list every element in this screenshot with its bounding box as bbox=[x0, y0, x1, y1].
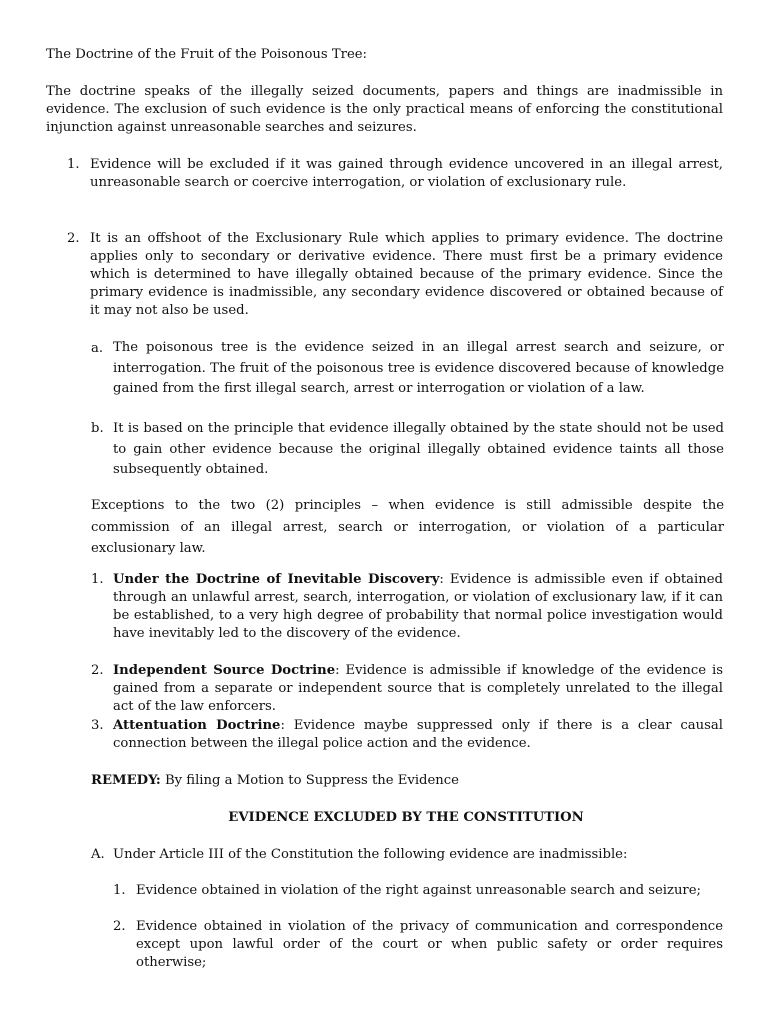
list-number: 1. bbox=[91, 572, 104, 587]
list-item-text: It is an offshoot of the Exclusionary Rule which applies to primary evidence. The doctrine applies only to secondary or derivative evidence. There must first be a primary evidence which is determined to have illegally obtained because of the primary evidence. Since the primary evidence is inadmissible, any secondary evidence discovered or obtained because of it may not also be used. bbox=[90, 231, 723, 318]
list-item-text: Evidence obtained in violation of the right against unreasonable search and seizure; bbox=[136, 883, 701, 898]
list-item-text bbox=[113, 717, 723, 753]
list-item-text: Under Article III of the Constitution the following evidence are inadmissible: bbox=[113, 847, 628, 862]
document-title: The Doctrine of the Fruit of the Poisonous Tree: bbox=[46, 47, 367, 62]
intro-paragraph: The doctrine speaks of the illegally seized documents, papers and things are inadmissible in evidence. The exclusion of such evidence is the only practical means of enforcing the constitutional injunction against unreasonable searches and seizures. bbox=[46, 84, 723, 135]
list-item-text: It is based on the principle that evidence illegally obtained by the state should not be used to gain other evidence because the original illegally obtained evidence taints all those subsequently obtained. bbox=[113, 421, 724, 477]
remedy-label: REMEDY: bbox=[91, 773, 161, 788]
doctrine-term: Independent Source Doctrine bbox=[113, 663, 336, 678]
remedy-text: By filing a Motion to Suppress the Evidence bbox=[160, 773, 459, 788]
list-letter: A. bbox=[91, 847, 105, 862]
doctrine-description: : Evidence is admissible if knowledge of the evidence is gained from a separate or independent source that is completely unrelated to the illegal act of the law enforcers. bbox=[113, 663, 723, 714]
list-number: 2. bbox=[91, 663, 104, 678]
list-letter: a. bbox=[91, 341, 104, 356]
list-item-text: Evidence obtained in violation of the privacy of communication and correspondence except upon lawful order of the court or when public safety or order requires otherwise; bbox=[136, 919, 723, 970]
list-number: 2. bbox=[113, 919, 126, 934]
list-item-text: The poisonous tree is the evidence seized in an illegal arrest search and seizure, or interrogation. The fruit of the poisonous tree is evidence discovered because of knowledge gained from the first illegal search, arrest or interrogation or violation of a law. bbox=[113, 340, 724, 396]
doctrine-description: : Evidence maybe suppressed only if there is a clear causal connection between the illegal police action and the evidence. bbox=[113, 718, 723, 751]
list-number: 2. bbox=[67, 231, 80, 246]
doctrine-term: Attentuation Doctrine bbox=[113, 718, 281, 733]
remedy-line bbox=[91, 772, 721, 790]
list-item-text bbox=[113, 662, 723, 716]
doctrine-description: : Evidence is admissible even if obtained through an unlawful arrest, search, interrogation, or violation of exclusionary law, if it can be established, to a very high degree of probability that normal police investigation would have inevitably led to the discovery of the evidence. bbox=[113, 572, 724, 641]
list-number: 3. bbox=[91, 718, 104, 733]
section-heading: EVIDENCE EXCLUDED BY THE CONSTITUTION bbox=[228, 810, 584, 825]
list-item-text: Evidence will be excluded if it was gained through evidence uncovered in an illegal arrest, unreasonable search or coercive interrogation, or violation of exclusionary rule. bbox=[90, 157, 723, 190]
list-item-text bbox=[113, 571, 723, 643]
doctrine-term: Under the Doctrine of Inevitable Discovery bbox=[113, 572, 440, 587]
list-number: 1. bbox=[67, 157, 80, 172]
list-number: 1. bbox=[113, 883, 126, 898]
list-letter: b. bbox=[91, 421, 104, 436]
exceptions-intro: Exceptions to the two (2) principles – when evidence is still admissible despite the commission of an illegal arrest, search or interrogation, or violation of a particular exclusionary law. bbox=[91, 498, 724, 556]
